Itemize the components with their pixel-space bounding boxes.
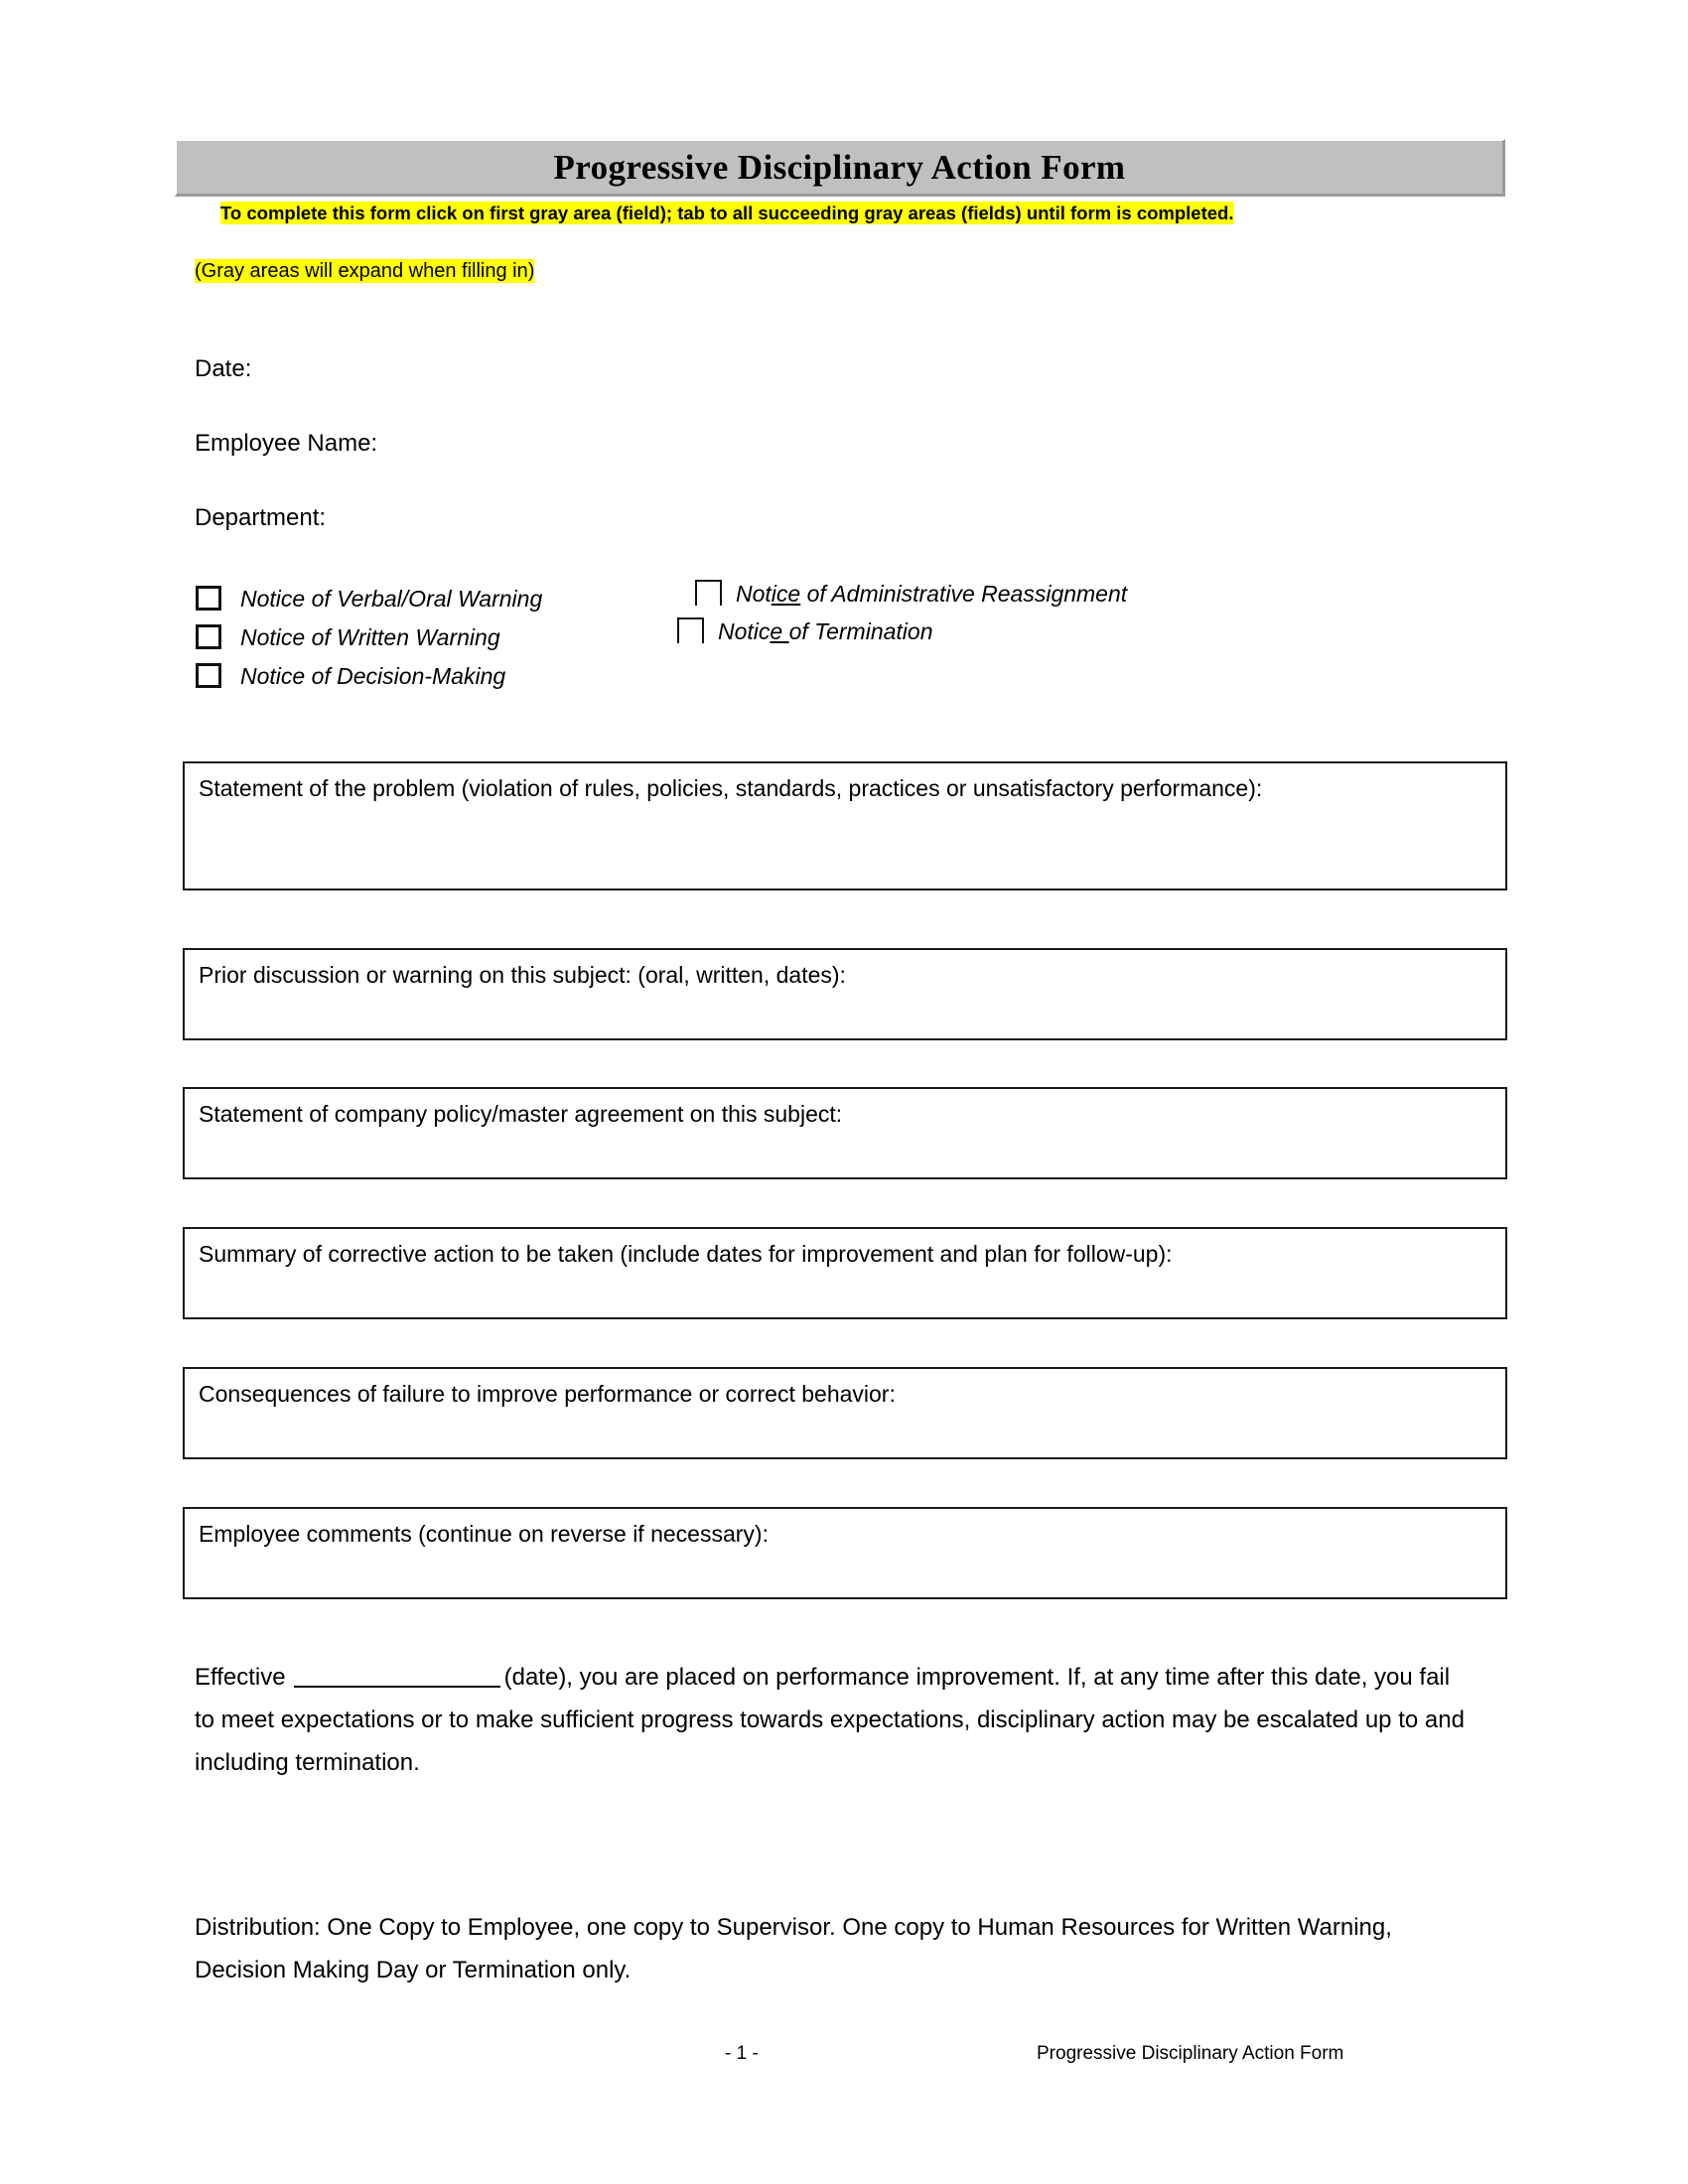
checkbox-row-termination[interactable] [677,615,1127,653]
section-box-problem[interactable] [183,761,1507,890]
section-label-prior-discussion: Prior discussion or warning on this subject: (oral, written, dates): [199,962,846,988]
checkbox-termination[interactable] [677,617,704,643]
label-part-underlined: ice [771,581,801,607]
effective-date-blank[interactable] [294,1686,500,1688]
section-box-prior-discussion[interactable] [183,948,1507,1040]
footer-page-number: - 1 - [725,2043,759,2064]
section-box-corrective-action[interactable] [183,1227,1507,1319]
notice-type-checkbox-group-left [196,583,542,699]
checkbox-administrative-reassignment[interactable] [695,580,722,606]
page-title: Progressive Disciplinary Action Form [553,147,1126,187]
checkbox-label-termination [718,615,933,647]
label-part-suffix: of Termination [788,618,933,644]
section-box-consequences[interactable] [183,1367,1507,1459]
notice-type-checkbox-group-right [695,578,1127,653]
effective-rest-text: (date), you are placed on performance improvement. If, at any time after this date, you fail to meet expectations or to make sufficient progress towards expectations, disciplinary action may be escalated up to and including termination. [195,1664,1465,1776]
instruction-line-2 [195,260,534,283]
section-label-problem: Statement of the problem (violation of rules, policies, standards, practices or unsatisfactory performance): [199,775,1263,801]
checkbox-label-written-warning: Notice of Written Warning [240,624,500,650]
label-part-underlined: e [770,618,789,644]
checkbox-label-decision-making: Notice of Decision-Making [240,663,506,689]
section-box-employee-comments[interactable] [183,1507,1507,1599]
section-box-company-policy[interactable] [183,1087,1507,1179]
distribution-paragraph: Distribution: One Copy to Employee, one copy to Supervisor. One copy to Human Resources for Written Warning, Decision Making Day or Termination only. [195,1914,1392,1983]
employee-name-field-label: Employee Name: [195,430,378,457]
checkbox-written-warning[interactable] [196,624,221,649]
label-part-suffix: of Administrative Reassignment [800,581,1128,607]
checkbox-row-written-warning[interactable] [196,621,542,660]
label-part-prefix: Notic [718,618,771,644]
checkbox-label-administrative-reassignment [736,578,1127,610]
section-label-company-policy: Statement of company policy/master agreement on this subject: [199,1101,843,1127]
checkbox-row-decision-making[interactable] [196,660,542,699]
instruction-line-1-text: To complete this form click on first gray area (field); tab to all succeeding gray areas (fields) until form is completed. [220,203,1234,223]
department-field-label: Department: [195,504,327,531]
section-label-employee-comments: Employee comments (continue on reverse if necessary): [199,1521,769,1547]
checkbox-verbal-oral-warning[interactable] [196,586,221,611]
section-label-consequences: Consequences of failure to improve performance or correct behavior: [199,1381,896,1407]
section-label-corrective-action: Summary of corrective action to be taken (include dates for improvement and plan for follow-up): [199,1241,1173,1267]
effective-date-paragraph [195,1656,1468,1784]
instruction-line-2-text: (Gray areas will expand when filling in) [195,260,535,282]
date-field-label: Date: [195,355,252,382]
effective-lead-text: Effective [195,1664,286,1691]
checkbox-label-verbal-oral-warning: Notice of Verbal/Oral Warning [240,586,543,612]
page-title-banner [175,139,1505,197]
checkbox-row-verbal-oral-warning[interactable] [196,583,542,621]
label-part-prefix: Not [736,581,772,607]
checkbox-row-administrative-reassignment[interactable] [695,578,1127,615]
checkbox-decision-making[interactable] [196,663,221,688]
footer-form-name: Progressive Disciplinary Action Form [1037,2043,1344,2064]
instruction-line-1 [220,203,1233,224]
